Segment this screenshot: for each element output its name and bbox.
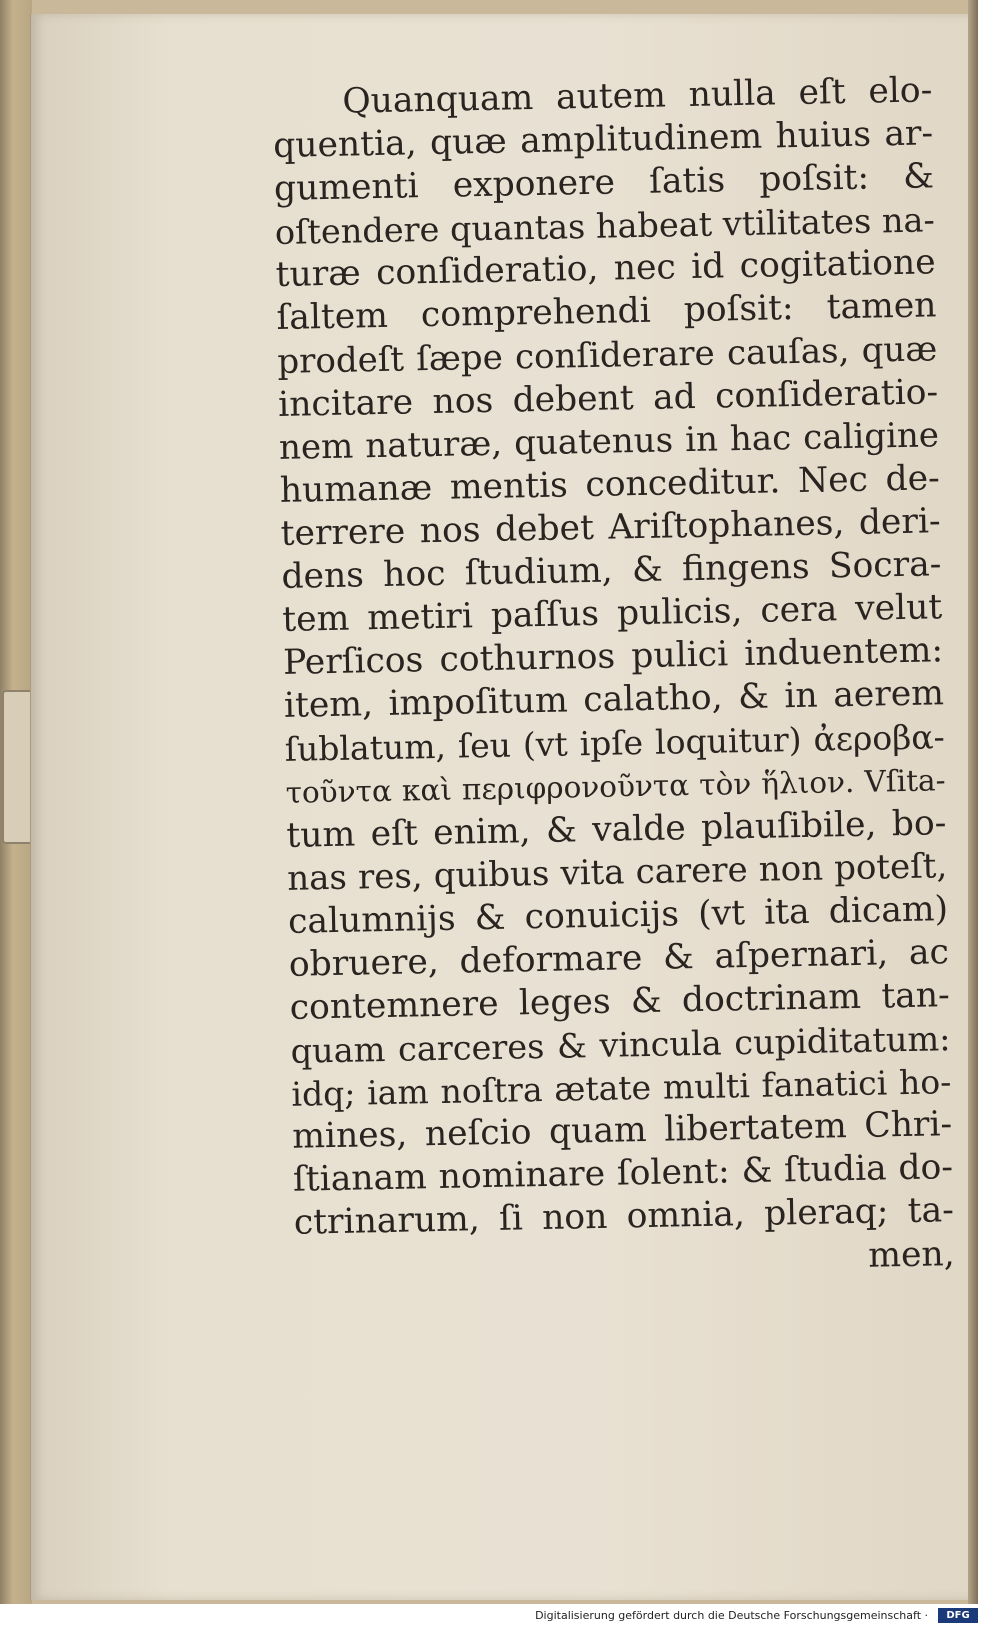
funding-credit: Digitalisierung gefördert durch die Deutsche Forschungsgemeinschaft · bbox=[535, 1609, 928, 1622]
text-line: tem metiri paſſus pulicis, cera velut bbox=[281, 587, 943, 641]
text-line: mines, neſcio quam libertatem Chri- bbox=[291, 1104, 953, 1158]
text-line: calumnijs & conuicijs (vt ita dicam) bbox=[287, 888, 949, 942]
catchword: men, bbox=[867, 1233, 956, 1276]
text-line: idq; iam noſtra ætate multi fanatici ho- bbox=[291, 1062, 952, 1114]
text-line: turæ conſideratio, nec id cogitatione bbox=[275, 242, 936, 296]
text-line: tum eſt enim, & valde plauſibile, bo- bbox=[286, 802, 947, 856]
text-line: obruere, deformare & aſpernari, ac bbox=[288, 932, 950, 985]
text-line: terrere nos debet Ariſtophanes, deri- bbox=[280, 501, 941, 554]
text-line: dens hoc ſtudium, & fingens Socra- bbox=[281, 544, 942, 597]
text-line: contemnere leges & doctrinam tan- bbox=[289, 975, 951, 1028]
text-line: gumenti exponere ſatis poſsit: & bbox=[273, 156, 935, 210]
text-line: item, impoſitum calatho, & in aerem bbox=[283, 673, 945, 727]
text-line: incitare nos debent ad conſideratio- bbox=[277, 371, 939, 425]
text-line: Perſicos cothurnos pulici induentem: bbox=[282, 630, 944, 684]
text-line: quam carceres & vincula cupiditatum: bbox=[290, 1019, 951, 1071]
text-line: quentia, quæ amplitudinem huius ar- bbox=[272, 113, 934, 167]
text-line: nem naturæ, quatenus in hac caligine bbox=[278, 415, 940, 468]
digitization-footer bbox=[0, 1604, 1000, 1628]
text-line-greek: τοῦντα καὶ περιφρονοῦντα τὸν ἥλιον. Vſita- bbox=[285, 762, 946, 810]
text-line: oſtendere quantas habeat vtilitates na- bbox=[274, 200, 936, 253]
dfg-logo: DFG bbox=[938, 1608, 978, 1623]
text-line: ſublatum, ſeu (vt ipſe loquitur) ἀεροβα- bbox=[284, 717, 946, 770]
text-line: prodeſt ſæpe conſiderare cauſas, quæ bbox=[276, 328, 938, 382]
page-edge-right bbox=[968, 0, 978, 1604]
text-line: ſtianam nominare ſolent: & ſtudia do- bbox=[292, 1147, 954, 1201]
text-line: Quanquam autem nulla eſt elo- bbox=[342, 70, 933, 122]
text-line: nas res, quibus vita carere non poteſt, bbox=[286, 845, 948, 899]
text-line: humanæ mentis conceditur. Nec de- bbox=[279, 458, 941, 511]
page-text-block bbox=[272, 69, 955, 1288]
text-line: ſaltem comprehendi poſsit: tamen bbox=[276, 285, 937, 339]
text-line: ctrinarum, ſi non omnia, pleraq; ta- bbox=[293, 1190, 955, 1244]
